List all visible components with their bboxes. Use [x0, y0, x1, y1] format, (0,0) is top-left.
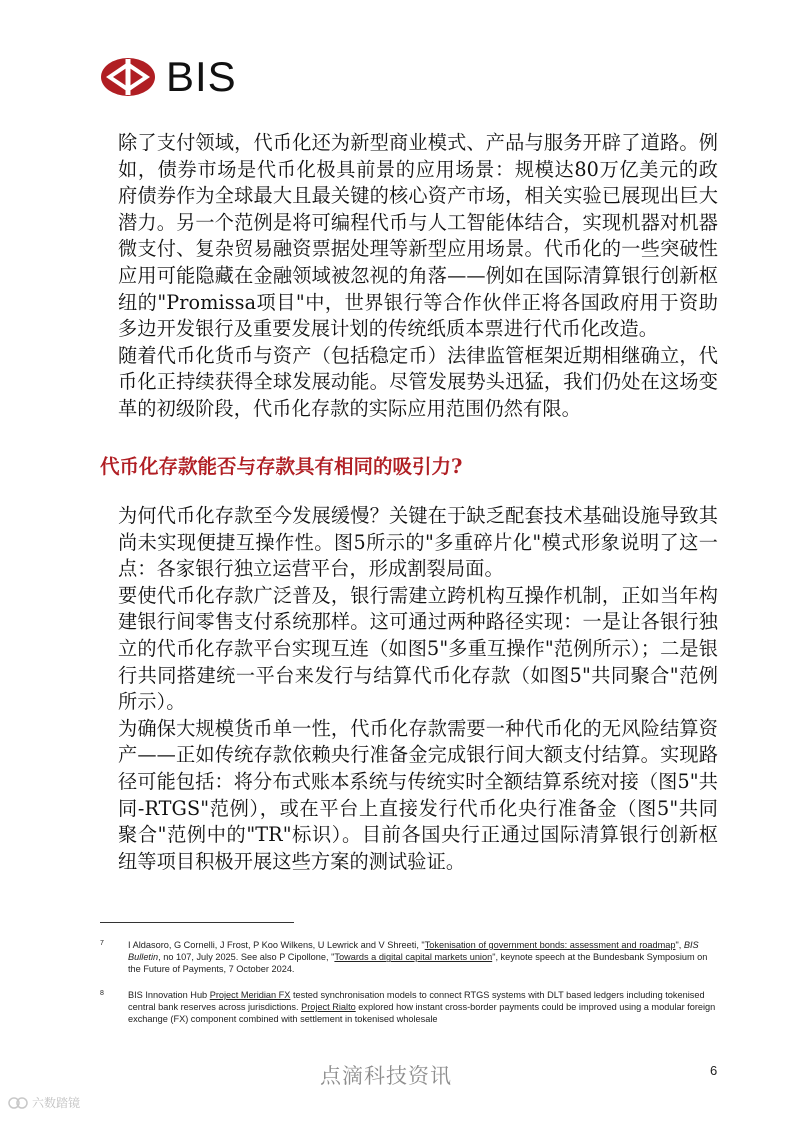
section-heading: 代币化存款能否与存款具有相同的吸引力? — [100, 455, 463, 478]
body-text-part1 — [118, 130, 718, 423]
footnote-link-project-meridian-fx[interactable]: Project Meridian FX — [209, 990, 291, 1000]
footnote-text-segment: , no 107, July 2025. See also P Cipollone, " — [158, 952, 335, 963]
footnote-text — [128, 939, 720, 976]
corner-watermark-text: 六数踏镜 — [32, 1096, 81, 1110]
footnote-text-segment: I Aldasoro, G Cornelli, J Frost, P Koo Wilkens, U Lewrick and V Shreeti, " — [128, 940, 425, 950]
footnote-number: 7 — [100, 940, 104, 947]
footnote-number: 8 — [100, 990, 104, 997]
page-number: 6 — [710, 1063, 718, 1078]
footnote-text-segment: BIS Innovation Hub — [128, 990, 210, 1000]
logo-text: BIS — [166, 53, 237, 100]
footnote-text-segment: ", — [675, 940, 684, 950]
watermark-logo-icon — [8, 1096, 28, 1110]
footnote-8 — [100, 989, 720, 1026]
footnote-text-segment: ", keynote speech at the Bundesbank Symposium on the Future of Payments, 7 October 2024. — [128, 952, 708, 975]
footnote-publication: BIS Bulletin — [128, 940, 699, 963]
footnote-text-segment: tested synchronisation models to connect RTGS systems with DLT based ledgers including tokenised central bank reserves across jurisdictions. — [128, 990, 705, 1013]
body-text-part2 — [118, 503, 718, 875]
footnote-link-capital-markets-union[interactable]: Towards a digital capital markets union — [334, 952, 493, 963]
footnote-link-tokenisation-bonds[interactable]: Tokenisation of government bonds: assessment and roadmap — [424, 940, 676, 950]
bis-logo — [100, 54, 237, 100]
watermark-text: 点滴科技资讯 — [320, 1064, 452, 1088]
footnote-text — [128, 989, 720, 1026]
footnote-text-segment: explored how instant cross-border payments could be improved using a modular foreign exchange (FX) component combined with settlement in tokenised wholesale — [128, 1002, 716, 1025]
footnote-link-project-rialto[interactable]: Project Rialto — [301, 1002, 356, 1013]
paragraph: 为何代币化存款至今发展缓慢？关键在于缺乏配套技术基础设施导致其尚未实现便捷互操作性。图5所示的"多重碎片化"模式形象说明了这一点：各家银行独立运营平台，形成割裂局面。 — [118, 504, 718, 581]
bis-emblem-icon — [100, 57, 156, 97]
paragraph: 为确保大规模货币单一性，代币化存款需要一种代币化的无风险结算资产——正如传统存款依赖央行准备金完成银行间大额支付结算。实现路径可能包括：将分布式账本系统与传统实时全额结算系统对接（图5"共同-RTGS"范例），或在平台上直接发行代币化央行准备金（图5"共同聚合"范例中的"TR"标识）。目前各国央行正通过国际清算银行创新枢纽等项目积极开展这些方案的测试验证。 — [118, 716, 718, 873]
corner-watermark — [8, 1094, 80, 1111]
paragraph: 除了支付领域，代币化还为新型商业模式、产品与服务开辟了道路。例如，债券市场是代币化极具前景的应用场景：规模达80万亿美元的政府债券作为全球最大且最关键的核心资产市场，相关实验已展现出巨大潜力。另一个范例是将可编程代币与人工智能体结合，实现机器对机器微支付、复杂贸易融资票据处理等新型应用场景。代币化的一些突破性应用可能隐藏在金融领域被忽视的角落——例如在国际清算银行创新枢纽的"Promissa项目"中，世界银行等合作伙伴正将各国政府用于资助多边开发银行及重要发展计划的传统纸质本票进行代币化改造。 — [118, 131, 718, 341]
footnote-7 — [100, 939, 720, 976]
paragraph: 随着代币化货币与资产（包括稳定币）法律监管框架近期相继确立，代币化正持续获得全球发展动能。尽管发展势头迅猛，我们仍处在这场变革的初级阶段，代币化存款的实际应用范围仍然有限。 — [118, 343, 718, 420]
paragraph: 要使代币化存款广泛普及，银行需建立跨机构互操作机制，正如当年构建银行间零售支付系统那样。这可通过两种路径实现：一是让各银行独立的代币化存款平台实现互连（如图5"多重互操作"范例所示）；二是银行共同搭建统一平台来发行与结算代币化存款（如图5"共同聚合"范例所示）。 — [118, 583, 718, 714]
footnote-divider — [100, 922, 294, 923]
